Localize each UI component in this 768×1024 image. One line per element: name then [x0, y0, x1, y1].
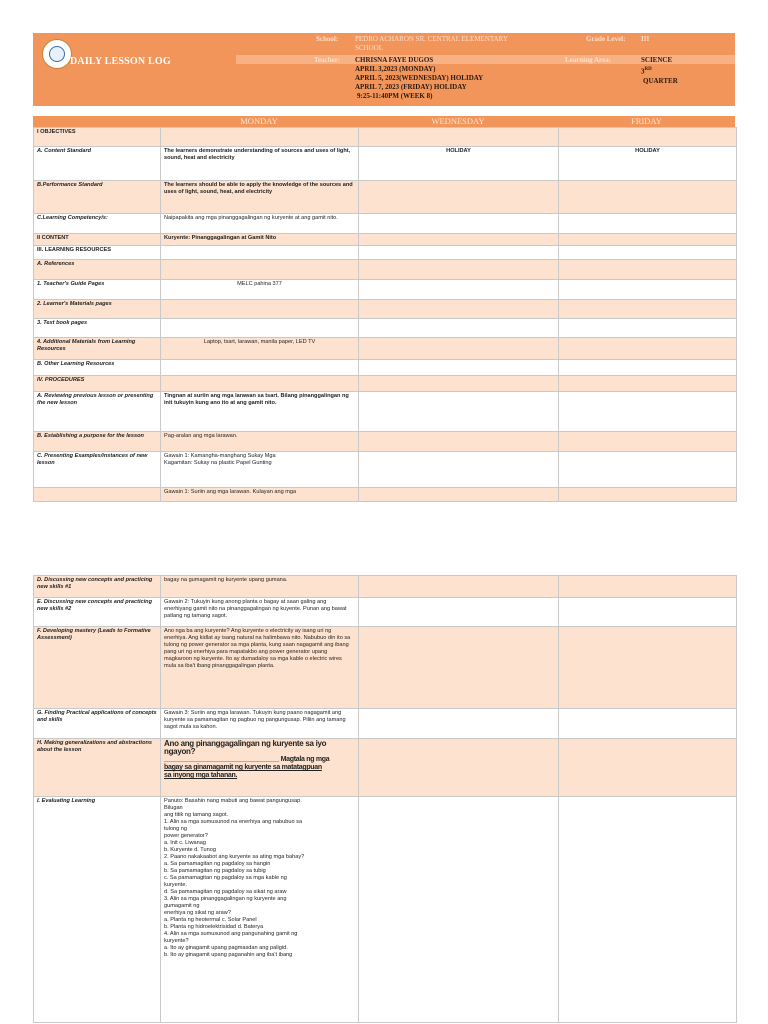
day-friday: FRIDAY	[631, 116, 662, 126]
gen-answer-2: sa inyong mga tahanan.	[164, 772, 238, 779]
row-label: G. Finding Practical applications of concepts and skills	[34, 709, 161, 739]
eval-line: d. Sa pamamagitan ng pagdaloy sa sikat ng araw	[164, 889, 287, 895]
row-label: 4. Additional Materials from Learning Resources	[34, 338, 161, 360]
date-4: 9:25-11:40PM (WEEK 8)	[357, 92, 433, 100]
presenting-line-1: Gawain 1: Kamangha-manghang Sukay Mga	[164, 453, 276, 459]
eval-line: a. Sa pamamagitan ng pagdaloy sa hangin	[164, 861, 271, 867]
monday-cell: Tingnan at suriin ang mga larawan sa tsart. Bilang pinanggalingan ng init tukuyin kung ano ito at ang gamit nito.	[161, 392, 359, 432]
presenting-line-2: Kagamitan: Sukay na plastic Papel Gunting	[164, 460, 272, 466]
row-label: II CONTENT	[34, 234, 161, 246]
table-row	[34, 280, 737, 300]
header-banner	[33, 33, 735, 106]
eval-line: a. Ito ay ginagamit upang pagmasdan ang paligid.	[164, 945, 288, 951]
learning-area-label: Learning Area:	[565, 56, 611, 64]
table-row	[34, 360, 737, 376]
monday-cell: Pag-aralan ang mga larawan.	[161, 432, 359, 452]
eval-line: kuryente.	[164, 882, 188, 888]
row-label: A. References	[34, 260, 161, 280]
table-row	[34, 300, 737, 319]
row-label: C. Presenting Examples/instances of new lesson	[34, 452, 161, 488]
gen-line: ________________________________ Magtala ng mga	[164, 756, 330, 763]
table-row	[34, 147, 737, 181]
eval-line: enerhiya ng sikat ng araw?	[164, 910, 231, 916]
table-row	[34, 246, 737, 260]
monday-cell: Laptop, tsart, larawan, manila paper, LED TV	[161, 338, 359, 360]
eval-line: power generator?	[164, 833, 208, 839]
table-row	[34, 319, 737, 338]
lesson-table-page-2	[33, 575, 737, 1023]
day-wednesday: WEDNESDAY	[431, 116, 485, 126]
row-label: A. Reviewing previous lesson or presenting the new lesson	[34, 392, 161, 432]
eval-line: tulong ng	[164, 826, 188, 832]
quarter-superscript: RD	[644, 67, 652, 72]
row-label: I. Evaluating Learning	[34, 797, 161, 1023]
row-label: C.Learning Competency/s:	[34, 214, 161, 234]
table-row	[34, 432, 737, 452]
row-label: III. LEARNING RESOURCES	[34, 246, 161, 260]
wednesday-holiday: HOLIDAY	[359, 147, 559, 181]
table-row	[34, 214, 737, 234]
table-row	[34, 338, 737, 360]
row-label: D. Discussing new concepts and practicing new skills #1	[34, 576, 161, 598]
row-label: F. Developing mastery (Leads to Formative Assessment)	[34, 627, 161, 709]
table-row	[34, 128, 737, 147]
eval-line: c. Sa pamamagitan ng pagdaloy sa mga kable ng	[164, 875, 287, 881]
row-label: 3. Text book pages	[34, 319, 161, 338]
quarter-label: QUARTER	[643, 77, 678, 85]
eval-line: Panuto: Basahin nang mabuti ang bawat pangungusap.	[164, 798, 302, 804]
monday-cell: Gawain 2: Tukuyin kung anong planta o bagay at saan galing ang enerhiyang gamit nito na pinanggagalingan ng kuyente. Punan ang bawat patlang ng tamang sagot.	[161, 598, 359, 627]
eval-line: b. Planta ng hidroelektrisidad d. Baterya	[164, 924, 264, 930]
eval-line: b. Ito ay ginagamit upang paganahin ang iba't ibang	[164, 952, 293, 958]
eval-line: 1. Alin sa mga sumusunod na enerhiya ang nabubuo sa	[164, 819, 303, 825]
eval-line: b. Sa pamamagitan ng pagdaloy sa tubig	[164, 868, 266, 874]
eval-line: a. Init c. Liwanag	[164, 840, 206, 846]
monday-cell: Gawain 1: Suriin ang mga larawan. Kulayan ang mga	[161, 488, 359, 502]
school-label: School:	[316, 35, 339, 43]
teacher-value: CHRISNA FAYE DUGOS	[355, 56, 434, 64]
row-label: B. Establishing a purpose for the lesson	[34, 432, 161, 452]
table-row	[34, 598, 737, 627]
eval-line: kuryente?	[164, 938, 189, 944]
eval-line: Bilugan	[164, 805, 183, 811]
monday-cell	[161, 452, 359, 488]
table-row	[34, 376, 737, 392]
table-row	[34, 576, 737, 598]
day-header-bar	[33, 116, 735, 127]
eval-line: gumagamit ng	[164, 903, 200, 909]
row-label: E. Discussing new concepts and practicing new skills #2	[34, 598, 161, 627]
eval-line: 3. Alin sa mga pinanggagalingan ng kuryente ang	[164, 896, 287, 902]
friday-holiday: HOLIDAY	[559, 147, 737, 181]
row-label: H. Making generalizations and abstractions about the lesson	[34, 739, 161, 797]
monday-cell: The learners should be able to apply the knowledge of the sources and uses of light, sound, heat, and electricity	[161, 181, 359, 214]
quarter-number: 3RD	[641, 67, 652, 76]
school-value-2: SCHOOL	[355, 44, 384, 52]
gen-answer-1: bagay sa ginamagamit ng kuryente sa matatagpuan	[164, 764, 322, 771]
learning-area-value: SCIENCE	[641, 56, 673, 64]
row-label: 1. Teacher's Guide Pages	[34, 280, 161, 300]
row-label: IV. PROCEDURES	[34, 376, 161, 392]
eval-line: 4. Alin sa mga sumusunod ang pangunahing gamit ng	[164, 931, 298, 937]
monday-cell: bagay na gumagamit ng kuryente upang gumana.	[161, 576, 359, 598]
grade-value: III	[641, 35, 650, 43]
row-label: B. Other Learning Resources	[34, 360, 161, 376]
monday-cell: Gawain 3: Suriin ang mga larawan. Tukuyin kung paano nagagamit ang kuryente sa pamamagitan ng pagbuo ng pangungusap. Piliin ang tamang sagot mula sa kahon.	[161, 709, 359, 739]
day-monday: MONDAY	[240, 116, 278, 126]
grade-label: Grade Level:	[586, 35, 626, 43]
monday-cell	[161, 797, 359, 1023]
table-row	[34, 709, 737, 739]
log-title: DAILY LESSON LOG	[70, 56, 171, 67]
monday-cell: Ano nga ba ang kuryente? Ang kuryente o electricity ay isang uri ng enerhiya. Ang kidlat ay isang natural na halimbawa nito. Nabubuo din ito sa tulong ng power generator sa mga planta, kung saan nagagamit ang ibang pang uri ng enerhiya para mapatakbo ang power generator upang magkaroon ng kuryente. Ito ay dumadaloy sa mga kable o electric wires mula sa iba't ibang pinanggagalingan planta.	[161, 627, 359, 709]
deped-seal-icon	[42, 39, 72, 69]
table-row	[34, 181, 737, 214]
date-2: APRIL 5, 2023(WEDNESDAY) HOLIDAY	[355, 74, 484, 82]
row-label: B.Performance Standard	[34, 181, 161, 214]
table-row	[34, 739, 737, 797]
table-row	[34, 452, 737, 488]
row-label: 2. Learner's Materials pages	[34, 300, 161, 319]
date-3: APRIL 7, 2023 (FRIDAY) HOLIDAY	[355, 83, 467, 91]
gen-question-1: Ano ang pinanggagalingan ng kuryente sa iyo	[164, 739, 327, 748]
monday-cell	[161, 739, 359, 797]
table-row	[34, 260, 737, 280]
row-label: I OBJECTIVES	[34, 128, 161, 147]
date-1: APRIL 3,2023 (MONDAY)	[355, 65, 436, 73]
eval-line: 2. Paano nakakaabot ang kuryente sa ating mga bahay?	[164, 854, 305, 860]
table-row	[34, 797, 737, 1023]
table-row	[34, 392, 737, 432]
gen-question-2: ngayon?	[164, 747, 196, 756]
table-row	[34, 234, 737, 246]
monday-cell: MELC pahina 377	[161, 280, 359, 300]
table-row	[34, 488, 737, 502]
monday-cell: The learners demonstrate understanding of sources and uses of light, sound, heat and electricity	[161, 147, 359, 181]
table-row	[34, 627, 737, 709]
monday-cell: Kuryente: Pinanggagalingan at Gamit Nito	[161, 234, 359, 246]
eval-line: b. Kuryente d. Tunog	[164, 847, 216, 853]
teacher-label: Teacher:	[314, 56, 341, 64]
school-value-1: PEDRO ACHARON SR. CENTRAL ELEMENTARY	[355, 35, 508, 43]
monday-cell: Naipapakita ang mga pinanggagalingan ng kuryente at ang gamit nito.	[161, 214, 359, 234]
row-label: A. Content Standard	[34, 147, 161, 181]
eval-line: ang titik ng tamang sagot.	[164, 812, 229, 818]
lesson-table-page-1	[33, 127, 737, 502]
eval-line: a. Planta ng heotermal c. Solar Panel	[164, 917, 257, 923]
